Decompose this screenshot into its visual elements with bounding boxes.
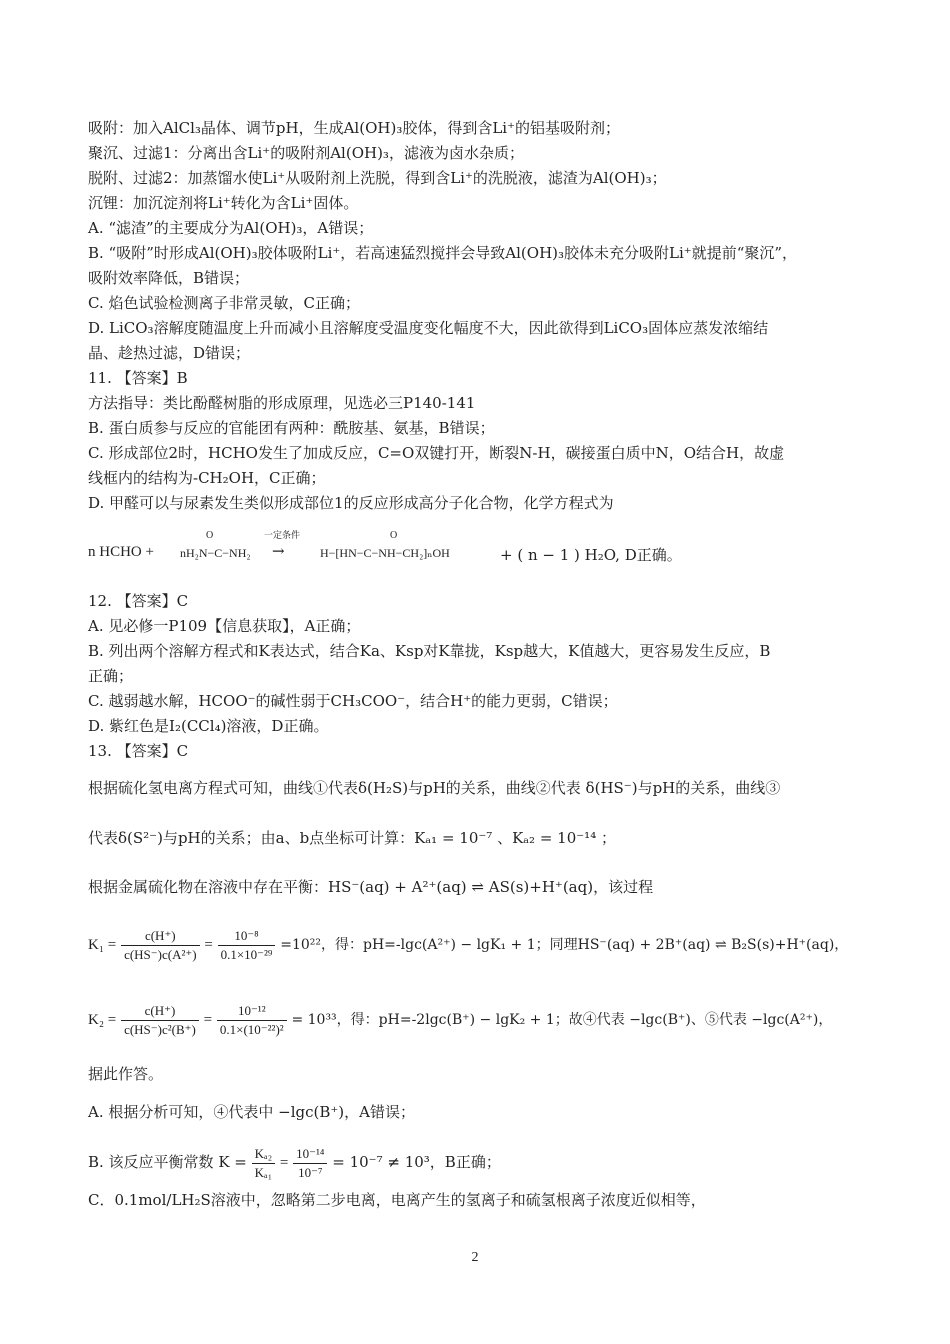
constant-value-numerator: 10⁻¹⁴ [293, 1145, 327, 1164]
constant-lhs: B. 该反应平衡常数 K = [88, 1153, 247, 1171]
constant-fraction [252, 1145, 275, 1182]
k2-value-numerator: 10⁻¹² [217, 1002, 287, 1021]
constant-rest: = 10⁻⁷ ≠ 10³，B正确； [332, 1153, 501, 1171]
k1-numerator: c(H⁺) [121, 927, 199, 946]
k2-value-denominator: 0.1×(10⁻²²)² [219, 1021, 284, 1037]
k2-denominator: c(HS⁻)c²(B⁺) [124, 1021, 196, 1037]
text-line: 据此作答。 [88, 1065, 164, 1083]
polymer-formula: H−[HN−C−NH−CH₂]ₙOH [320, 546, 450, 560]
constant-denominator: Kₐ₁ [254, 1164, 273, 1180]
constant-eq: = [279, 1155, 289, 1171]
text-line: B. 蛋白质参与反应的官能团有两种：酰胺基、氨基，B错误； [88, 419, 495, 437]
text-line: D. LiCO₃溶解度随温度上升而减小且溶解度受温度变化幅度不大，因此欲得到LiCO₃固体应蒸发浓缩结 [88, 319, 769, 337]
reaction-product: + ( n − 1 ) H₂O, D正确。 [500, 546, 682, 564]
text-line: B. “吸附”时形成Al(OH)₃胶体吸附Li⁺，若高速猛烈搅拌会导致Al(OH)₃胶体未充分吸附Li⁺就提前“聚沉”， [88, 244, 798, 262]
text-line: 根据金属硫化物在溶液中存在平衡：HS⁻(aq) + A²⁺(aq) ⇌ AS(s)+H⁺(aq)，该过程 [88, 878, 654, 896]
constant-equation [88, 1140, 501, 1185]
text-line: A. 见必修一P109【信息获取】，A正确； [88, 617, 361, 635]
k2-rest: = 10³³，得：pH=-2lgc(B⁺) − lgK₂ + 1；故④代表 −lgc(B⁺)、⑤代表 −lgc(A²⁺)， [291, 1012, 833, 1028]
text-line: 根据硫化氢电离方程式可知，曲线①代表δ(H₂S)与pH的关系，曲线②代表 δ(HS⁻)与pH的关系，曲线③ [88, 779, 781, 797]
section-heading: 11. 【答案】B [88, 369, 188, 387]
text-line: C. 焰色试验检测离子非常灵敏，C正确； [88, 294, 360, 312]
text-line: 方法指导：类比酚醛树脂的形成原理，见选必三P140-141 [88, 394, 476, 412]
k1-rest: =10²²，得：pH=-lgc(A²⁺) − lgK₁ + 1；同理HS⁻(aq) + 2B⁺(aq) ⇌ B₂S(s)+H⁺(aq)， [280, 937, 849, 953]
k1-lhs: K₁ = [88, 937, 117, 953]
k1-denominator: c(HS⁻)c(A²⁺) [124, 946, 197, 962]
text-line: A. 根据分析可知，④代表中 −lgc(B⁺)，A错误； [88, 1103, 415, 1121]
k1-eq: = [204, 937, 213, 953]
constant-numerator: Kₐ₂ [252, 1145, 275, 1164]
k1-equation [88, 922, 848, 967]
k2-value-fraction [217, 1002, 287, 1039]
text-line: A. “滤渣”的主要成分为Al(OH)₃，A错误； [88, 219, 374, 237]
reaction-condition: 一定条件 [264, 531, 301, 541]
k2-fraction [121, 1002, 199, 1039]
text-line: 晶、趁热过滤，D错误； [88, 344, 251, 362]
k1-value-denominator: 0.1×10⁻²⁹ [220, 946, 273, 962]
carbonyl-oxygen: O [206, 530, 214, 541]
reaction-arrow: → [272, 542, 285, 560]
reaction-reactant: n HCHO + [88, 544, 154, 560]
text-line: 吸附：加入AlCl₃晶体、调节pH，生成Al(OH)₃胶体，得到含Li⁺的铝基吸附剂； [88, 119, 621, 137]
text-line: 沉锂：加沉淀剂将Li⁺转化为含Li⁺固体。 [88, 194, 359, 212]
constant-value-fraction [293, 1145, 327, 1182]
urea-formula: nH₂N−C−NH₂ [180, 546, 251, 560]
text-line: 吸附效率降低，B错误； [88, 269, 250, 287]
text-line: C. 形成部位2时，HCHO发生了加成反应，C=O双键打开，断裂N-H，碳接蛋白质中N，O结合H，故虚 [88, 444, 785, 462]
carbonyl-oxygen: O [390, 530, 398, 541]
reaction-equation [88, 526, 868, 574]
k2-equation [88, 997, 832, 1042]
constant-value-denominator: 10⁻⁷ [298, 1164, 323, 1180]
k2-lhs: K₂ = [88, 1012, 117, 1028]
k2-numerator: c(H⁺) [121, 1002, 199, 1021]
section-heading: 13. 【答案】C [88, 742, 189, 760]
text-line: 代表δ(S²⁻)与pH的关系；由a、b点坐标可计算：Kₐ₁ = 10⁻⁷ 、Kₐ₂ = 10⁻¹⁴ ； [88, 829, 616, 847]
k1-value-fraction [218, 927, 276, 964]
section-heading: 12. 【答案】C [88, 592, 189, 610]
text-line: C．0.1mol/LH₂S溶液中，忽略第二步电离，电离产生的氢离子和硫氢根离子浓度近似相等， [88, 1191, 706, 1209]
k2-eq: = [203, 1012, 213, 1028]
k1-fraction [121, 927, 199, 964]
text-line: D. 甲醛可以与尿素发生类似形成部位1的反应形成高分子化合物，化学方程式为 [88, 494, 614, 512]
text-line: B. 列出两个溶解方程式和K表达式，结合Ka、Ksp对K靠拢，Ksp越大，K值越大，更容易发生反应，B [88, 642, 771, 660]
text-line: C. 越弱越水解，HCOO⁻的碱性弱于CH₃COO⁻，结合H⁺的能力更弱，C错误； [88, 692, 618, 710]
text-line: 正确； [88, 667, 134, 685]
text-line: 聚沉、过滤1：分离出含Li⁺的吸附剂Al(OH)₃，滤液为卤水杂质； [88, 144, 524, 162]
text-line: D. 紫红色是I₂(CCl₄)溶液，D正确。 [88, 717, 329, 735]
k1-value-numerator: 10⁻⁸ [218, 927, 276, 946]
page-number: 2 [471, 1250, 479, 1265]
text-line: 线框内的结构为-CH₂OH，C正确； [88, 469, 326, 487]
text-line: 脱附、过滤2：加蒸馏水使Li⁺从吸附剂上洗脱，得到含Li⁺的洗脱液，滤渣为Al(OH)₃； [88, 169, 667, 187]
